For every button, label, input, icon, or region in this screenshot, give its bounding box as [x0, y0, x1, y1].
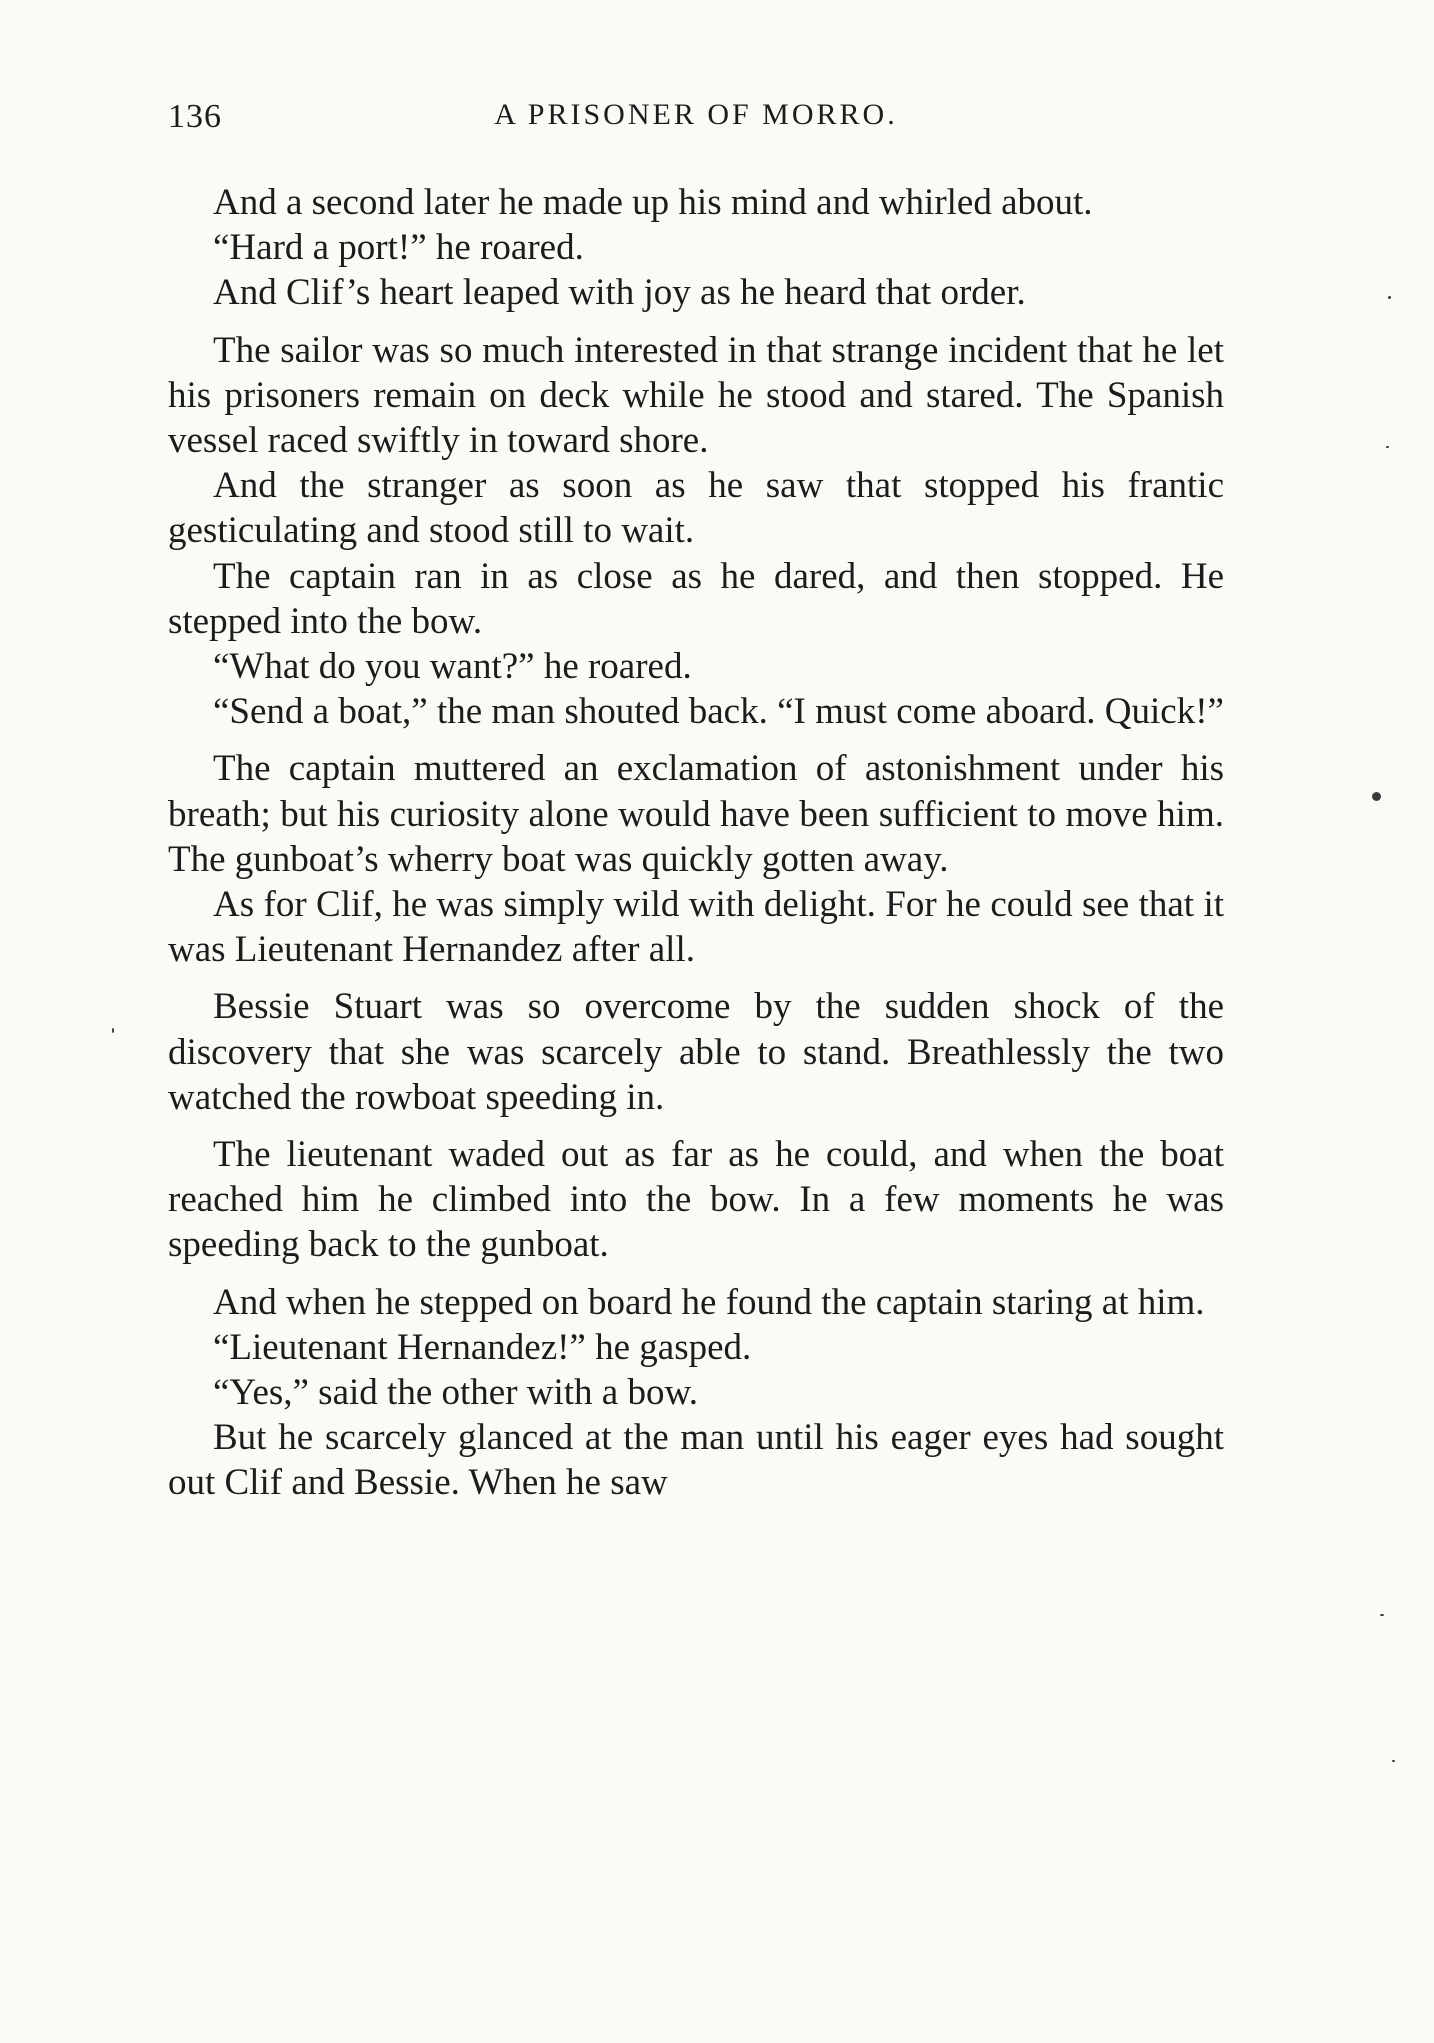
ink-speck — [1388, 296, 1391, 299]
ink-speck — [1372, 792, 1381, 801]
paragraph: And Clif’s heart leaped with joy as he heard that order. — [213, 272, 1026, 314]
ink-speck — [1392, 1760, 1395, 1762]
paragraph: And when he stepped on board he found the captain staring at him. — [213, 1281, 1205, 1323]
paragraph: “What do you want?” he roared. — [213, 646, 692, 688]
paragraph: The sailor was so much interested in that strange incident that he let his prisoners remain on deck while he stood and stared. The Spanish vessel raced swiftly in toward shore. — [168, 329, 1224, 462]
paragraph: “Hard a port!” he roared. — [213, 227, 584, 269]
paragraph: “Yes,” said the other with a bow. — [213, 1372, 699, 1414]
page-number: 136 — [168, 98, 222, 135]
ink-speck — [112, 1028, 114, 1033]
paragraph: “Lieutenant Hernandez!” he gasped. — [213, 1326, 752, 1368]
ink-speck — [1380, 1614, 1384, 1616]
paragraph: And the stranger as soon as he saw that stopped his frantic gesticulating and stood still to wait. — [168, 465, 1224, 552]
paragraph: “Send a boat,” the man shouted back. “I must come aboard. Quick!” — [213, 691, 1224, 733]
running-title: A PRISONER OF MORRO. — [494, 98, 898, 131]
paragraph: The captain muttered an exclamation of astonishment under his breath; but his curiosity alone would have been sufficient to move him. The gunboat’s wherry boat was quickly gotten away. — [168, 748, 1224, 880]
page-body-text — [168, 180, 1224, 1506]
ink-speck — [1386, 446, 1389, 448]
page-header — [168, 98, 1224, 148]
paragraph: Bessie Stuart was so overcome by the sudden shock of the discovery that she was scarcely able to stand. Breathlessly the two watched the rowboat speeding in. — [168, 986, 1224, 1118]
paragraph: The captain ran in as close as he dared, and then stopped. He stepped into the bow. — [168, 555, 1224, 642]
paragraph: As for Clif, he was simply wild with delight. For he could see that it was Lieutenant Hernandez after all. — [168, 884, 1224, 971]
paragraph: The lieutenant waded out as far as he could, and when the boat reached him he climbed into the bow. In a few moments he was speeding back to the gunboat. — [168, 1134, 1224, 1266]
paragraph: But he scarcely glanced at the man until his eager eyes had sought out Clif and Bessie. When he saw — [168, 1417, 1224, 1504]
paragraph: And a second later he made up his mind and whirled about. — [213, 182, 1093, 223]
